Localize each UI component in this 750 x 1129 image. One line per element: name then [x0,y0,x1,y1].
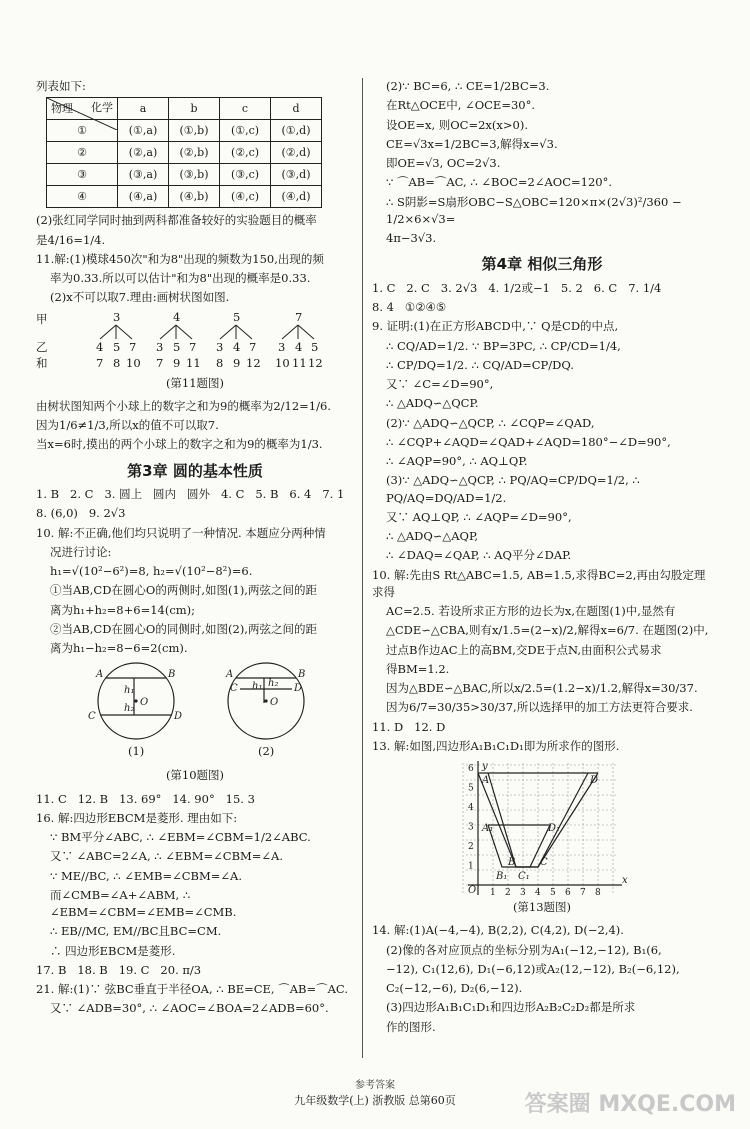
tree-sum: 11 [292,355,307,370]
tree-yi: 7 [129,339,137,354]
svg-text:D: D [174,711,183,723]
point-B: B [508,857,516,868]
text-line: ∵ ME//BC, ∴ ∠EMB=∠CBM=∠A. [50,868,243,883]
y-tick-label: 6 [468,764,474,774]
tree-diagram [36,309,354,373]
tree-yi: 4 [96,339,104,354]
text-line: 8. (6,0) 9. 2√3 [36,506,126,521]
table-cell: (④,a) [118,186,169,208]
text-line: 而∠CMB=∠A+∠ABM, ∴ ∠EBM=∠CBM=∠EMB=∠CMB. [50,887,237,919]
x-tick-label: 3 [520,888,526,897]
x-tick-label: 7 [580,888,586,897]
text-line: 1. B 2. C 3. 圆上 圆内 圆外 4. C 5. B 6. 4 7. 1 [36,487,345,501]
tree-yi: 3 [278,339,286,354]
tree-sum: 7 [156,355,164,370]
text-line: −12), C₁(12,6), D₁(−6,12)或A₂(12,−12), B₂(−6,12), [386,961,680,976]
svg-text:h₁: h₁ [124,685,135,697]
text-line: 过点B作边AC上的高BM,交DE于点N,由面积公式易求 [386,642,662,657]
tree-sum: 10 [126,355,141,370]
table-cell: (②,c) [220,142,271,164]
svg-text:h₂: h₂ [124,703,135,715]
text-line: 8. 4 ①②④⑤ [372,300,447,314]
text-line: AC=2.5. 若设所求正方形的边长为x,在题图(1)中,显然有 [386,604,676,618]
text-line: 10. 解:先由S Rt△ABC=1.5, AB=1.5,求得BC=2,再由勾股定理求得 [372,567,706,599]
table-cell: (①,a) [118,120,169,142]
tree-label-yi: 乙 [36,339,48,354]
figure-caption: (第10题图) [165,768,225,783]
text-line: 21. 解:(1)∵ 弦BC垂直于半径OA, ∴ BE=CE, ⌒AB=⌒AC. [36,982,348,996]
text-line: ∴ ∠DAQ=∠QAP, ∴ AQ平分∠DAP. [386,548,572,563]
table-cell: (①,d) [271,120,322,142]
text-line: (2)x不可以取7.理由:画树状图如图. [50,290,230,305]
footer-bottom: 九年级数学(上) 浙教版 总第60页 [294,1094,456,1107]
y-tick-label: 1 [468,861,474,872]
point-D: D [590,775,599,786]
x-tick-label: 5 [550,888,556,897]
left-column [36,78,354,1020]
text-line: 在Rt△OCE中, ∠OCE=30°. [386,98,535,113]
figure-10 [36,659,354,749]
col-header: d [271,98,322,120]
text-line: 17. B 18. B 19. C 20. π/3 [36,962,202,977]
text-line: 11.解:(1)模球450次"和为8"出现的频数为150,出现的频 [36,251,324,266]
text-line: 况进行讨论: [50,544,112,559]
tree-yi: 7 [189,339,197,354]
text-line: (3)四边形A₁B₁C₁D₁和四边形A₂B₂C₂D₂都是所求 [386,1000,636,1015]
tree-sum: 11 [186,355,201,370]
text-line: (2)像的各对应顶点的坐标分别为A₁(−12,−12), B₁(6, [386,942,662,957]
tree-yi: 3 [216,339,224,354]
figure-label-1: (1) [128,744,145,759]
chapter-3-title: 第3章 圆的基本性质 [127,461,263,480]
text-line: 又∵ ∠C=∠D=90°, [386,377,494,391]
text-line: CE=√3x=1/2BC=3,解得x=√3. [386,136,558,151]
text-line: 11. C 12. B 13. 69° 14. 90° 15. 3 [36,791,255,806]
right-column [372,78,712,1038]
point-C1: C₁ [518,871,530,882]
table-cell: (④,c) [220,186,271,208]
text-line: (3)∵ △ADQ∽△QCP, ∴ PQ/AQ=CP/DQ=1/2, ∴ PQ/AQ=DQ/AD=1/2. [386,473,644,505]
tree-top: 4 [173,309,181,324]
figure-13 [372,757,712,897]
text-line: (2)张红同学同时抽到两科都准备较好的实验题目的概率 [36,213,317,228]
text-line: C₂(−12,−6), D₂(6,−12). [386,981,523,995]
coordinate-grid [372,757,712,897]
text-line: 又∵ ∠ABC=2∠A, ∴ ∠EBM=∠CBM=∠A. [50,849,284,864]
text-line: h₁=√(10²−6²)=8, h₂=√(10²−8²)=6. [50,564,253,578]
text-line: 1. C 2. C 3. 2√3 4. 1/2或−1 5. 2 6. C 7. 1/4 [372,280,662,295]
tree-sum: 8 [216,355,224,370]
tree-yi: 4 [295,339,303,354]
text-line: 当x=6时,摸出的两个小球上的数字之和为9的概率为1/3. [36,437,323,452]
text-line: 由树状图知两个小球上的数字之和为9的概率为2/12=1/6. [36,398,331,413]
svg-text:A: A [96,669,104,681]
tree-label-he: 和 [36,355,48,370]
point-C: C [540,857,548,868]
text-line: 即OE=√3, OC=2√3. [386,156,501,170]
y-tick-label: 3 [468,822,474,833]
figure-caption: (第11题图) [165,375,225,390]
tree-yi: 5 [311,339,319,354]
text-line: ∴ △ADQ∽△QCP. [386,396,479,411]
text-line: 是4/16=1/4. [36,232,106,247]
origin-label: O [468,885,477,896]
text-line: ②当AB,CD在圆心O的同侧时,如图(2),两弦之间的距 [50,621,317,636]
figure-label-2: (2) [258,744,275,759]
col-header: a [118,98,169,120]
text-line: 因为1/6≠1/3,所以x的值不可以取7. [36,418,219,432]
tree-sum: 10 [275,355,290,370]
point-B1: B₁ [496,871,508,882]
y-tick-label: 5 [468,783,474,794]
svg-text:A: A [226,669,234,681]
table-cell: (②,d) [271,142,322,164]
row-header: ④ [47,186,118,208]
text-line: ∴ ∠CQP+∠AQD=∠QAD+∠AQD=180°−∠D=90°, [386,434,671,449]
svg-text:O: O [140,697,149,709]
text-line: ∴ CP/DQ=1/2. ∴ CQ/AD=CP/DQ. [386,357,574,372]
text-line: 因为△BDE∽△BAC,所以x/2.5=(1.2−x)/1.2,解得x=30/37. [386,681,698,695]
table-cell: (③,c) [220,164,271,186]
tree-top: 5 [233,309,241,324]
column-divider [362,78,363,1058]
y-tick-label: 4 [468,803,474,813]
text-line: 10. 解:不正确,他们均只说明了一种情况. 本题应分两种情 [36,525,326,540]
point-A1: A₁ [482,823,494,834]
table-cell: (①,b) [169,120,220,142]
x-tick-label: 6 [565,888,571,897]
figure-10-labels [36,744,354,765]
table-cell: (③,b) [169,164,220,186]
text-line: 离为h₁+h₂=8+6=14(cm); [50,602,196,617]
text-line: 16. 解:四边形EBCM是菱形. 理由如下: [36,810,238,825]
axis-x-label: x [622,875,628,886]
tree-sum: 8 [113,355,121,370]
text-line: 设OE=x, 则OC=2x(x>0). [386,117,528,132]
y-tick-label: 2 [468,842,474,852]
text-line: (2)∵ △ADQ∽△QCP, ∴ ∠CQP=∠QAD, [386,415,595,430]
text-line: 作的图形. [386,1019,436,1034]
text-line: ∴ △ADQ∽△AQP, [386,529,479,543]
table-cell: (④,d) [271,186,322,208]
text-line: 9. 证明:(1)在正方形ABCD中,∵ Q是CD的中点, [372,319,619,334]
text-line: ∴ CQ/AD=1/2. ∵ BP=3PC, ∴ CP/CD=1/4, [386,338,621,353]
table-cell: (③,a) [118,164,169,186]
table-cell: (②,a) [118,142,169,164]
text-line: 因为6/7=30/35>30/37,所以选择甲的加工方法更符合要求. [386,700,693,715]
figure-caption: (第13题图) [512,900,572,914]
svg-text:D: D [294,683,303,695]
svg-text:B: B [168,669,176,681]
svg-text:C: C [230,683,238,695]
table-cell: (①,c) [220,120,271,142]
probability-table [46,97,322,208]
tree-yi: 3 [156,339,164,354]
text-line: ∵ ⌒AB=⌒AC, ∴ ∠BOC=2∠AOC=120°. [386,175,612,190]
svg-text:h₁: h₁ [252,681,263,693]
text-line: ∵ BM平分∠ABC, ∴ ∠EBM=∠CBM=1/2∠ABC. [50,830,311,844]
text-line: 离为h₁−h₂=8−6=2(cm). [50,641,188,655]
corner-top-label: 化学 [91,101,113,115]
text-line: 14. 解:(1)A(−4,−4), B(2,2), C(4,2), D(−2,4). [372,923,624,938]
tree-yi: 4 [233,339,241,354]
tree-label-jia: 甲 [36,311,48,326]
table-cell: (③,d) [271,164,322,186]
text-line: 4π−3√3. [386,231,437,245]
text-line: △CDE∽△CBA,则有x/1.5=(2−x)/2,解得x=6/7. 在题图(2)中, [386,623,709,638]
tree-sum: 9 [173,355,181,370]
row-header: ③ [47,164,118,186]
tree-top: 7 [295,309,303,324]
text-line: 11. D 12. D [372,719,446,734]
tree-sum: 12 [246,355,261,370]
axis-y-label: y [482,761,488,772]
col-header: c [220,98,271,120]
tree-yi: 5 [173,339,181,354]
text-line: 得BM=1.2. [386,661,450,676]
point-D1: D₁ [548,823,561,834]
svg-text:O: O [270,697,279,709]
tree-sum: 7 [96,355,104,370]
chapter-4-title: 第4章 相似三角形 [481,255,603,274]
row-header: ② [47,142,118,164]
tree-sum: 12 [308,355,323,370]
text-line: 13. 解:如图,四边形A₁B₁C₁D₁即为所求作的图形. [372,738,620,753]
text-line: ∴ 四边形EBCM是菱形. [50,943,176,958]
text-line: 率为0.33.所以可以估计"和为8"出现的概率是0.33. [50,271,311,285]
x-tick-label: 4 [535,888,541,897]
row-header: ① [47,120,118,142]
tree-yi: 5 [113,339,121,354]
svg-text:B: B [298,669,306,681]
table-cell: (②,b) [169,142,220,164]
table-intro: 列表如下: [36,79,86,93]
text-line: 又∵ ∠ADB=30°, ∴ ∠AOC=∠BOA=2∠ADB=60°. [50,1001,329,1016]
point-A: A [482,775,490,786]
x-tick-label: 8 [595,888,601,897]
text-line: 又∵ AQ⊥QP, ∴ ∠AQP=∠D=90°, [386,509,572,524]
text-line: ∴ ∠AQP=90°, ∴ AQ⊥QP. [386,454,528,468]
watermark-logo: 答案圈 MXQE.COM [524,1092,736,1117]
col-header: b [169,98,220,120]
x-tick-label: 2 [505,888,511,897]
text-line: ∴ EB//MC, EM//BC且BC=CM. [50,924,222,939]
text-line: (2)∵ BC=6, ∴ CE=1/2BC=3. [386,79,550,93]
x-tick-label: 1 [490,888,496,897]
table-cell: (④,b) [169,186,220,208]
svg-text:h₂: h₂ [268,678,279,690]
tree-yi: 7 [249,339,257,354]
tree-top: 3 [113,309,121,324]
tree-sum: 9 [233,355,241,370]
svg-text:C: C [88,711,96,723]
footer-top: 参考答案 [355,1080,395,1091]
circle-figures [36,659,354,749]
text-line: ∴ S阴影=S扇形OBC−S△OBC=120×π×(2√3)²/360 − 1/2×6×√3= [386,194,686,226]
table-corner [47,98,118,120]
corner-bottom-label: 物理 [51,101,73,115]
text-line: ①当AB,CD在圆心O的两侧时,如图(1),两弦之间的距 [50,583,317,598]
